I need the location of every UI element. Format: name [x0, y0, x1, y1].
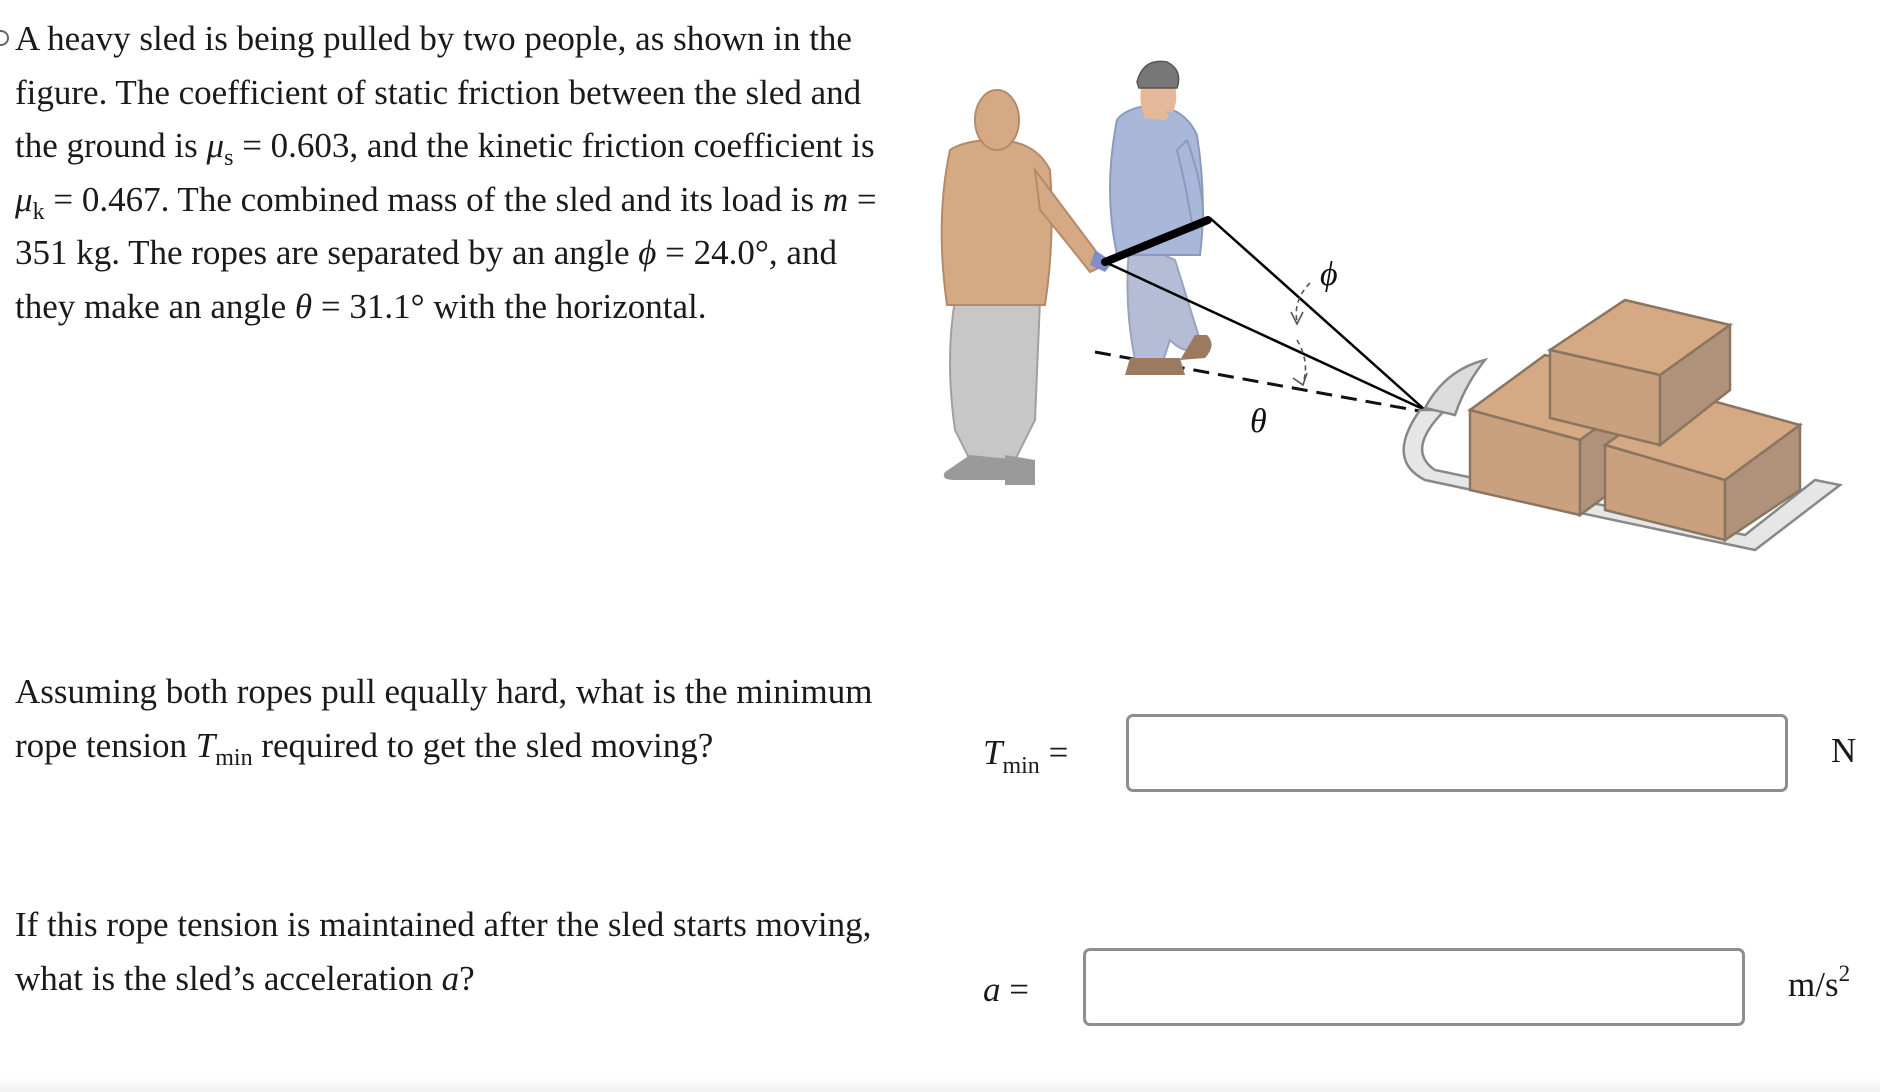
rope-upper	[1210, 218, 1425, 410]
sled-figure	[925, 40, 1845, 560]
question-1	[15, 665, 915, 772]
theta-arc	[1297, 340, 1305, 383]
phi-symbol: ϕ	[638, 233, 657, 272]
acceleration-unit: $m/s^2$	[1788, 961, 1851, 1004]
mu-k-value: = 0.467. The combined mass of the sled and its load is	[44, 179, 823, 219]
acceleration-input[interactable]	[1083, 948, 1745, 1026]
person-right	[1110, 61, 1212, 375]
tmin-subscript: min	[215, 744, 253, 771]
edge-marker	[0, 30, 9, 46]
person-left	[942, 90, 1113, 485]
question-2	[15, 898, 915, 1005]
mu-k-subscript: k	[32, 198, 45, 225]
tmin-unit: N	[1831, 731, 1857, 770]
tmin-answer-label: $T_{min}$ =	[983, 733, 1069, 779]
boxes	[1470, 300, 1800, 540]
theta-label: θ	[1250, 403, 1267, 440]
question-1-text: Assuming both ropes pull equally hard, what is the minimum rope tension $T_{min}$ required to get the sled moving?	[15, 672, 873, 771]
theta-value: = 31.1° with the horizontal.	[312, 286, 707, 326]
mu-s-value: = 0.603, and the kinetic friction coefficient is	[233, 126, 875, 165]
phi-value: = 24.0°, and they make an angle	[15, 233, 837, 326]
tmin-symbol: T	[195, 725, 216, 765]
tmin-input[interactable]	[1126, 714, 1788, 792]
acceleration-answer-label: a =	[983, 970, 1029, 1009]
mass-symbol: m	[822, 179, 849, 219]
mu-k-symbol: μ	[15, 179, 33, 219]
theta-symbol: θ	[294, 286, 313, 326]
mu-s-symbol: μ	[206, 126, 225, 165]
problem-paragraph: A heavy sled is being pulled by two people, as shown in the figure. The coefficient of static friction between the sled and the ground is $\mu_s = 0.603$, and the kinetic friction coefficient is $\mu_k = 0.467$. The combined mass of the sled and its load is m = 351 kg. The ropes are separated by an angle ϕ = 24.0°, and they make an angle θ = 31.1° with the horizontal.	[15, 19, 877, 326]
bottom-edge	[0, 1078, 1880, 1092]
question-2-text: If this rope tension is maintained after the sled starts moving, what is the sled’s acceleration a?	[15, 905, 872, 998]
problem-statement	[15, 12, 905, 333]
mass-value: = 351 kg. The ropes are separated by an angle	[15, 179, 877, 272]
acceleration-symbol: a	[441, 958, 460, 998]
phi-label: ϕ	[1320, 256, 1338, 293]
mu-s-subscript: s	[224, 145, 234, 171]
